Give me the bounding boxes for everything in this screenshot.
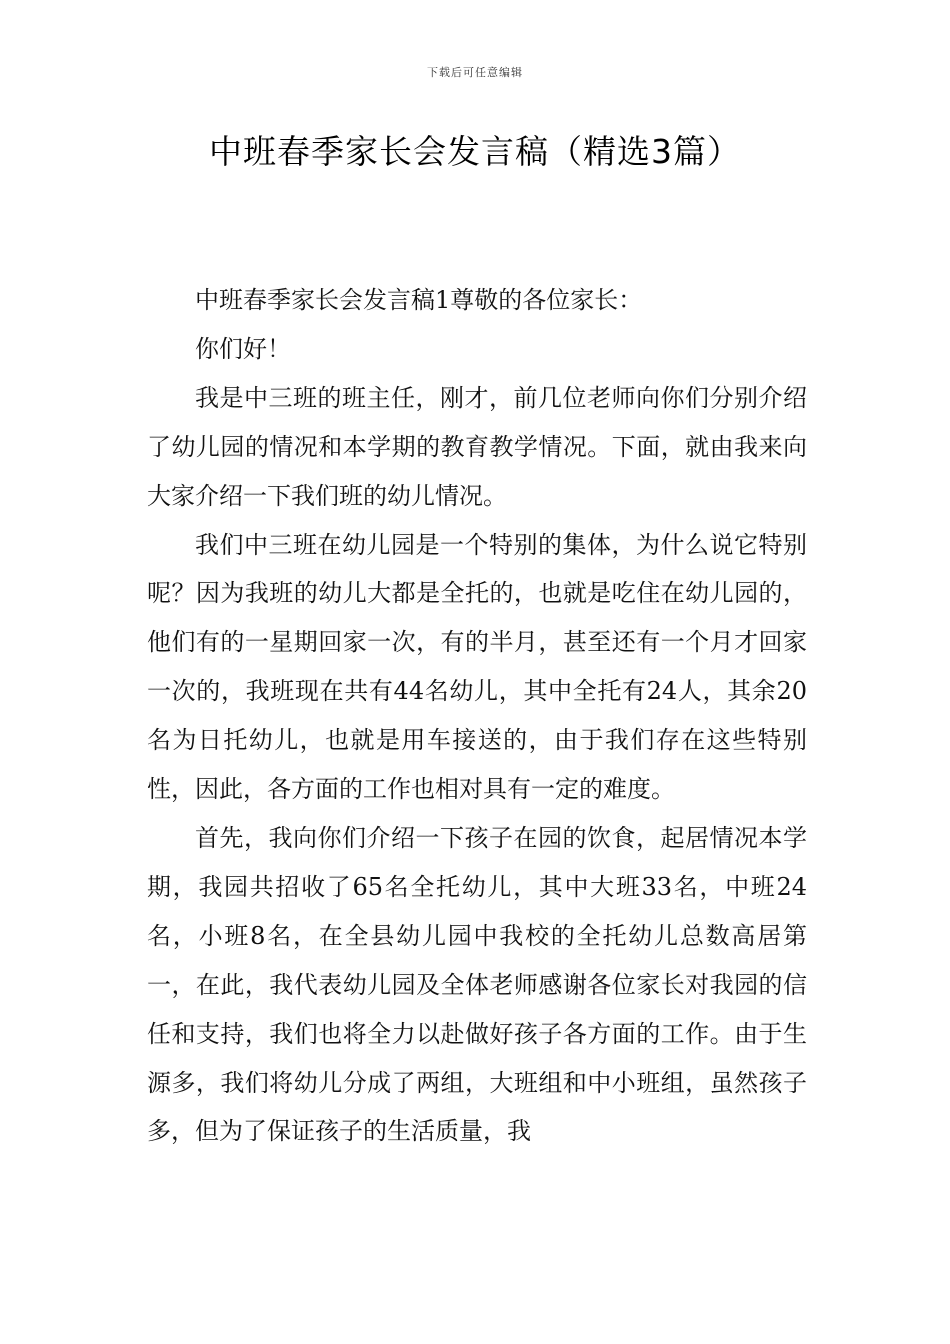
document-body bbox=[147, 276, 807, 1156]
paragraph-class-overview: 我们中三班在幼儿园是一个特别的集体，为什么说它特别呢？因为我班的幼儿大都是全托的，也就是吃住在幼儿园的，他们有的一星期回家一次，有的半月，甚至还有一个月才回家一次的，我班现在共有44名幼儿，其中全托有24人，其余20名为日托幼儿，也就是用车接送的，由于我们存在这些特别性，因此，各方面的工作也相对具有一定的难度。 bbox=[147, 530, 807, 804]
header-note: 下载后可任意编辑 bbox=[427, 66, 523, 79]
paragraph-intro: 我是中三班的班主任，刚才，前几位老师向你们分别介绍了幼儿园的情况和本学期的教育教学情况。下面，就由我来向大家介绍一下我们班的幼儿情况。 bbox=[147, 383, 807, 510]
paragraph-greeting: 中班春季家长会发言稿1尊敬的各位家长： bbox=[195, 286, 643, 314]
paragraph-diet-living: 首先，我向你们介绍一下孩子在园的饮食，起居情况本学期，我园共招收了65名全托幼儿，其中大班33名，中班24名，小班8名，在全县幼儿园中我校的全托幼儿总数高居第一，在此，我代表幼儿园及全体老师感谢各位家长对我园的信任和支持，我们也将全力以赴做好孩子各方面的工作。由于生源多，我们将幼儿分成了两组，大班组和中小班组，虽然孩子多，但为了保证孩子的生活质量，我 bbox=[147, 823, 807, 1146]
document-title: 中班春季家长会发言稿（精选3篇） bbox=[209, 132, 741, 171]
paragraph-hello: 你们好！ bbox=[195, 334, 291, 363]
